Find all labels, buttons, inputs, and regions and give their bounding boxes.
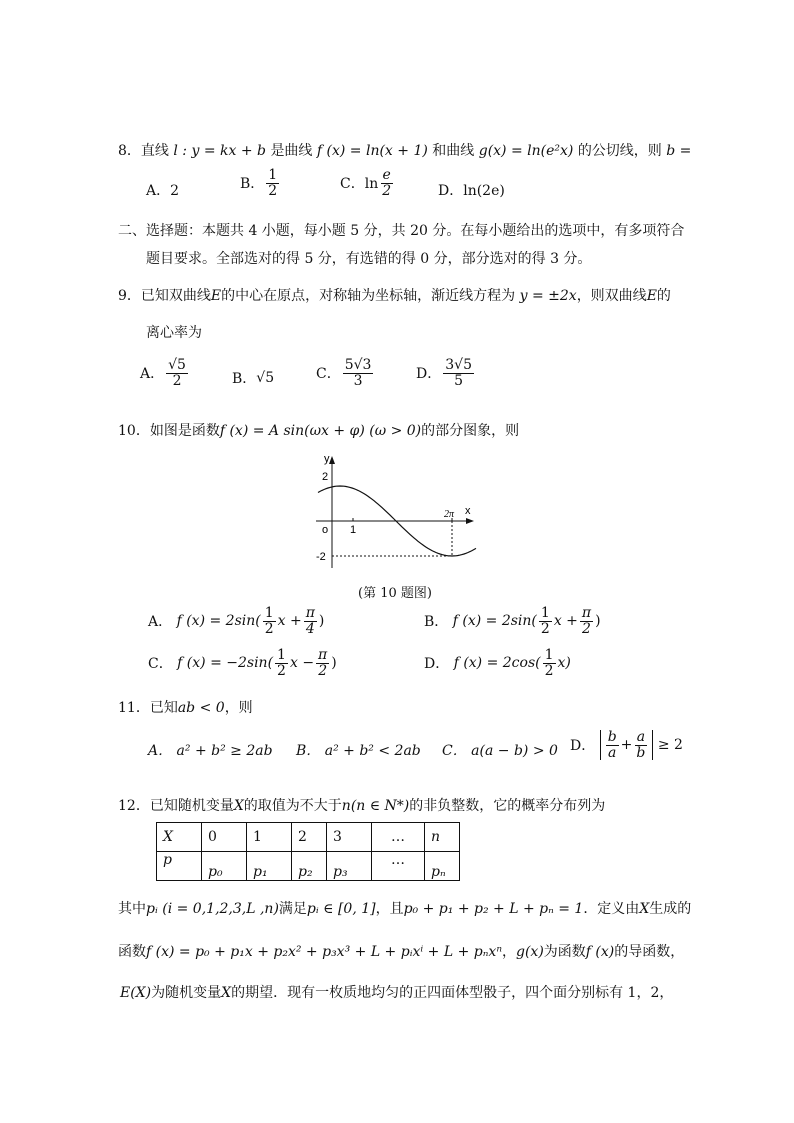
q10-option-b[interactable]: B． f (x) = 2sin( $\frac{1}{2}$ x + $\frac{\pi}{2}$ ) bbox=[424, 605, 601, 637]
table-cell: p₀ bbox=[202, 852, 247, 881]
table-cell: p bbox=[157, 852, 202, 881]
table-row bbox=[157, 823, 460, 852]
q10-option-d[interactable]: D． f (x) = 2cos( $\frac{1}{2}$ x) bbox=[424, 647, 571, 679]
q12-line4: 函数f (x) = p₀ + p₁x + p₂x² + p₃x³ + L + pᵢxⁱ + L + pₙxⁿ，g(x)为函数f (x)的导函数， bbox=[118, 944, 685, 960]
table-cell: p₂ bbox=[292, 852, 327, 881]
q12-distribution-table bbox=[156, 822, 460, 881]
graph-label-neg2: -2 bbox=[316, 551, 326, 563]
q10-function: f (x) = A sin(ωx + φ) (ω > 0) bbox=[219, 423, 422, 439]
table-cell: 0 bbox=[202, 823, 247, 852]
graph-label-y: y bbox=[324, 453, 330, 465]
q8-option-b[interactable]: B． $\frac{1}{2}$ bbox=[240, 167, 278, 199]
q9-option-b[interactable]: B． √5 bbox=[232, 370, 275, 387]
q10-option-c[interactable]: C． f (x) = −2sin( $\frac{1}{2}$ x − $\frac{\pi}{2}$ ) bbox=[148, 647, 337, 679]
q8-option-d[interactable]: D．ln(2e) bbox=[438, 183, 505, 199]
q11-option-c[interactable]: C． a(a − b) > 0 bbox=[442, 743, 558, 759]
graph-label-2: 2 bbox=[322, 471, 329, 483]
q8-curve-f: f (x) = ln(x + 1) bbox=[316, 143, 428, 159]
q9-stem: 9．已知双曲线E的中心在原点，对称轴为坐标轴，渐近线方程为 y = ±2x，则双曲线E的 bbox=[118, 288, 671, 304]
table-cell: 3 bbox=[327, 823, 372, 852]
q8-line-eq: l : y = kx + b bbox=[173, 143, 266, 159]
graph-x-arrow bbox=[466, 518, 474, 524]
graph-curve bbox=[318, 486, 476, 556]
q12-stem: 12．已知随机变量X的取值为不大于n(n ∈ N*)的非负整数，它的概率分布列为 bbox=[118, 798, 606, 814]
graph-y-arrow bbox=[329, 456, 335, 464]
q8-curve-g: g(x) = ln(e²x) bbox=[478, 143, 574, 159]
q8-option-a[interactable]: A．2 bbox=[146, 183, 180, 199]
graph-label-2pi: 2π bbox=[444, 509, 455, 520]
q9-option-d[interactable]: D． $\frac{3√5}{5}$ bbox=[416, 357, 472, 389]
q11-option-d[interactable]: D． $\frac{b}{a}$ + $\frac{a}{b}$ ≥ 2 bbox=[570, 729, 683, 761]
q10-option-a[interactable]: A． f (x) = 2sin( $\frac{1}{2}$ x + $\frac{\pi}{4}$ ) bbox=[148, 605, 325, 637]
q8-option-c[interactable]: C．ln $\frac{e}{2}$ bbox=[340, 167, 392, 199]
q12-line5: E(X)为随机变量X的期望．现有一枚质地均匀的正四面体型骰子，四个面分别标有 1，2， bbox=[120, 985, 674, 1001]
graph-label-origin: o bbox=[322, 524, 329, 536]
table-cell: … bbox=[372, 823, 425, 852]
q9-option-a[interactable]: A． $\frac{√5}{2}$ bbox=[140, 357, 186, 389]
q9-option-c[interactable]: C． $\frac{5√3}{3}$ bbox=[316, 357, 372, 389]
table-cell: X bbox=[157, 823, 202, 852]
q11-option-b[interactable]: B． a² + b² < 2ab bbox=[296, 743, 421, 759]
q11-option-a[interactable]: A． a² + b² ≥ 2ab bbox=[148, 743, 273, 759]
table-cell: p₃ bbox=[327, 852, 372, 881]
table-cell: p₁ bbox=[247, 852, 292, 881]
graph-label-x: x bbox=[465, 505, 471, 517]
section2-line1: 二、选择题：本题共 4 小题，每小题 5 分，共 20 分。在每小题给出的选项中，有多项符合 bbox=[118, 223, 685, 239]
q12-line3: 其中pᵢ (i = 0,1,2,3,L ,n)满足pᵢ ∈ [0, 1]，且p₀ + p₁ + p₂ + L + pₙ = 1．定义由X生成的 bbox=[118, 901, 692, 917]
q10-stem: 10．如图是函数f (x) = A sin(ωx + φ) (ω > 0)的部分图象，则 bbox=[118, 423, 520, 439]
q8-stem: 8．直线 l : y = kx + b 是曲线 f (x) = ln(x + 1) 和曲线 g(x) = ln(e²x) 的公切线，则 b = bbox=[118, 143, 692, 159]
table-cell: 2 bbox=[292, 823, 327, 852]
section2-line2: 题目要求。全部选对的得 5 分，有选错的得 0 分，部分选对的得 3 分。 bbox=[146, 251, 592, 267]
table-cell: 1 bbox=[247, 823, 292, 852]
table-cell: pₙ bbox=[425, 852, 460, 881]
table-cell: … bbox=[372, 852, 425, 881]
q11-stem: 11．已知ab < 0，则 bbox=[118, 700, 253, 716]
table-cell: n bbox=[425, 823, 460, 852]
q9-stem-line2: 离心率为 bbox=[146, 325, 202, 341]
table-row bbox=[157, 852, 460, 881]
graph-label-one: 1 bbox=[350, 524, 357, 536]
q10-caption: (第 10 题图) bbox=[358, 586, 432, 601]
q9-asymptote: y = ±2x bbox=[519, 288, 577, 304]
q8-answer-var: b = bbox=[666, 143, 692, 159]
